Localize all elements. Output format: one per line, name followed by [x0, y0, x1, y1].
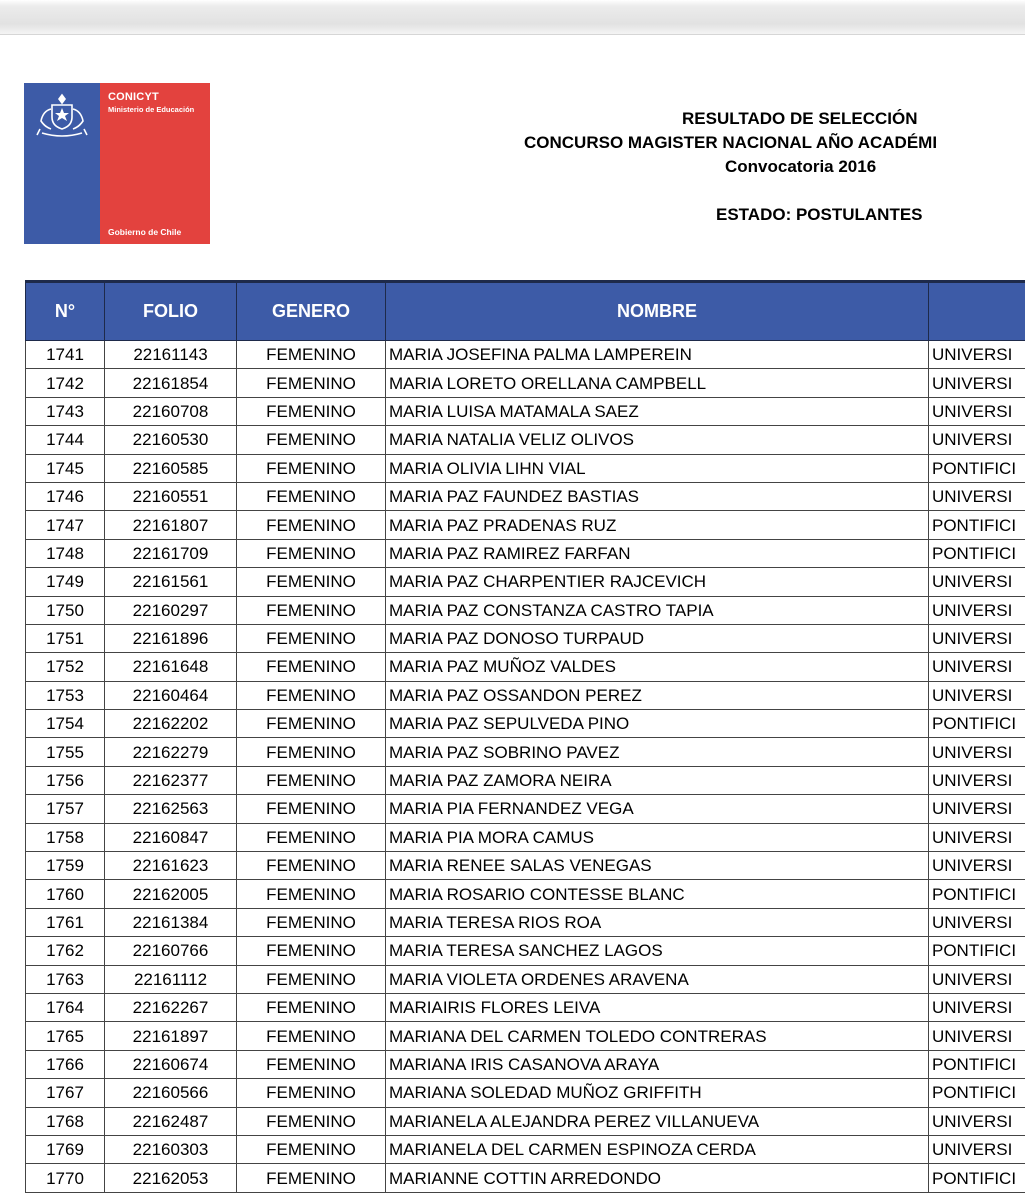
- cell-number: 1770: [26, 1164, 105, 1192]
- cell-genero: FEMENINO: [237, 568, 386, 596]
- cell-number: 1758: [26, 823, 105, 851]
- cell-folio: 22160551: [105, 482, 237, 510]
- table-row: [26, 1107, 1025, 1135]
- cell-nombre: MARIA JOSEFINA PALMA LAMPEREIN: [386, 341, 929, 369]
- cell-folio: 22162487: [105, 1107, 237, 1135]
- cell-folio: 22161807: [105, 511, 237, 539]
- cell-nombre: MARIA PAZ RAMIREZ FARFAN: [386, 539, 929, 567]
- col-header-number: N°: [26, 282, 105, 341]
- cell-nombre: MARIA PAZ ZAMORA NEIRA: [386, 766, 929, 794]
- cell-number: 1741: [26, 341, 105, 369]
- cell-genero: FEMENINO: [237, 653, 386, 681]
- cell-folio: 22160674: [105, 1050, 237, 1078]
- cell-nombre: MARIA TERESA RIOS ROA: [386, 908, 929, 936]
- results-table-wrapper: [25, 280, 1025, 1193]
- cell-genero: FEMENINO: [237, 908, 386, 936]
- cell-folio: 22162279: [105, 738, 237, 766]
- table-row: [26, 993, 1025, 1021]
- cell-nombre: MARIANELA DEL CARMEN ESPINOZA CERDA: [386, 1135, 929, 1163]
- cell-institution: UNIVERSI: [929, 766, 1025, 794]
- table-row: [26, 738, 1025, 766]
- cell-nombre: MARIANA SOLEDAD MUÑOZ GRIFFITH: [386, 1079, 929, 1107]
- table-row: [26, 426, 1025, 454]
- cell-nombre: MARIANA DEL CARMEN TOLEDO CONTRERAS: [386, 1022, 929, 1050]
- cell-nombre: MARIA PAZ CHARPENTIER RAJCEVICH: [386, 568, 929, 596]
- cell-genero: FEMENINO: [237, 482, 386, 510]
- table-row: [26, 965, 1025, 993]
- cell-genero: FEMENINO: [237, 965, 386, 993]
- cell-nombre: MARIA PAZ SEPULVEDA PINO: [386, 710, 929, 738]
- cell-nombre: MARIA LUISA MATAMALA SAEZ: [386, 397, 929, 425]
- cell-folio: 22160566: [105, 1079, 237, 1107]
- cell-nombre: MARIA PAZ OSSANDON PEREZ: [386, 681, 929, 709]
- table-row: [26, 880, 1025, 908]
- cell-nombre: MARIA PAZ MUÑOZ VALDES: [386, 653, 929, 681]
- cell-genero: FEMENINO: [237, 710, 386, 738]
- cell-institution: UNIVERSI: [929, 624, 1025, 652]
- cell-institution: UNIVERSI: [929, 908, 1025, 936]
- logo-blue-panel: [24, 83, 100, 244]
- cell-nombre: MARIA ROSARIO CONTESSE BLANC: [386, 880, 929, 908]
- cell-nombre: MARIA PIA MORA CAMUS: [386, 823, 929, 851]
- cell-genero: FEMENINO: [237, 1135, 386, 1163]
- cell-institution: PONTIFICI: [929, 937, 1025, 965]
- cell-institution: UNIVERSI: [929, 993, 1025, 1021]
- table-row: [26, 1050, 1025, 1078]
- cell-genero: FEMENINO: [237, 539, 386, 567]
- cell-nombre: MARIA RENEE SALAS VENEGAS: [386, 852, 929, 880]
- cell-genero: FEMENINO: [237, 795, 386, 823]
- cell-institution: UNIVERSI: [929, 482, 1025, 510]
- cell-number: 1744: [26, 426, 105, 454]
- cell-nombre: MARIA PAZ SOBRINO PAVEZ: [386, 738, 929, 766]
- cell-genero: FEMENINO: [237, 397, 386, 425]
- cell-institution: UNIVERSI: [929, 426, 1025, 454]
- cell-genero: FEMENINO: [237, 369, 386, 397]
- cell-folio: 22162005: [105, 880, 237, 908]
- logo-government-text: Gobierno de Chile: [108, 227, 182, 237]
- cell-nombre: MARIANELA ALEJANDRA PEREZ VILLANUEVA: [386, 1107, 929, 1135]
- conicyt-logo: [24, 83, 210, 244]
- logo-ministry-text: Ministerio de Educación: [108, 105, 195, 114]
- cell-institution: UNIVERSI: [929, 596, 1025, 624]
- table-row: [26, 795, 1025, 823]
- cell-institution: PONTIFICI: [929, 880, 1025, 908]
- cell-folio: 22162267: [105, 993, 237, 1021]
- cell-institution: UNIVERSI: [929, 1135, 1025, 1163]
- cell-institution: PONTIFICI: [929, 1079, 1025, 1107]
- table-row: [26, 653, 1025, 681]
- table-row: [26, 397, 1025, 425]
- table-row: [26, 511, 1025, 539]
- col-header-folio: FOLIO: [105, 282, 237, 341]
- cell-folio: 22161561: [105, 568, 237, 596]
- cell-genero: FEMENINO: [237, 937, 386, 965]
- cell-institution: PONTIFICI: [929, 454, 1025, 482]
- cell-nombre: MARIA LORETO ORELLANA CAMPBELL: [386, 369, 929, 397]
- cell-folio: 22161623: [105, 852, 237, 880]
- cell-genero: FEMENINO: [237, 880, 386, 908]
- cell-genero: FEMENINO: [237, 454, 386, 482]
- table-row: [26, 852, 1025, 880]
- logo-brand-text: CONICYT: [108, 91, 159, 103]
- cell-number: 1767: [26, 1079, 105, 1107]
- cell-folio: 22162377: [105, 766, 237, 794]
- cell-number: 1750: [26, 596, 105, 624]
- cell-nombre: MARIANNE COTTIN ARREDONDO: [386, 1164, 929, 1192]
- cell-nombre: MARIA OLIVIA LIHN VIAL: [386, 454, 929, 482]
- cell-institution: UNIVERSI: [929, 738, 1025, 766]
- cell-number: 1764: [26, 993, 105, 1021]
- cell-genero: FEMENINO: [237, 624, 386, 652]
- table-row: [26, 454, 1025, 482]
- cell-institution: UNIVERSI: [929, 369, 1025, 397]
- cell-number: 1760: [26, 880, 105, 908]
- table-row: [26, 482, 1025, 510]
- cell-institution: UNIVERSI: [929, 397, 1025, 425]
- cell-genero: FEMENINO: [237, 426, 386, 454]
- document-subtitle: CONCURSO MAGISTER NACIONAL AÑO ACADÉMI: [524, 133, 938, 152]
- cell-nombre: MARIA PAZ PRADENAS RUZ: [386, 511, 929, 539]
- cell-institution: UNIVERSI: [929, 653, 1025, 681]
- cell-number: 1762: [26, 937, 105, 965]
- cell-number: 1759: [26, 852, 105, 880]
- cell-nombre: MARIA PAZ CONSTANZA CASTRO TAPIA: [386, 596, 929, 624]
- table-row: [26, 369, 1025, 397]
- cell-number: 1766: [26, 1050, 105, 1078]
- cell-genero: FEMENINO: [237, 341, 386, 369]
- cell-number: 1746: [26, 482, 105, 510]
- cell-folio: 22160297: [105, 596, 237, 624]
- document-call: Convocatoria 2016: [725, 157, 877, 176]
- table-row: [26, 539, 1025, 567]
- table-row: [26, 341, 1025, 369]
- cell-number: 1742: [26, 369, 105, 397]
- table-row: [26, 1164, 1025, 1192]
- col-header-nombre: NOMBRE: [386, 282, 929, 341]
- cell-institution: PONTIFICI: [929, 1164, 1025, 1192]
- document-status: ESTADO: POSTULANTES: [716, 205, 923, 224]
- cell-nombre: MARIA PIA FERNANDEZ VEGA: [386, 795, 929, 823]
- cell-number: 1748: [26, 539, 105, 567]
- cell-genero: FEMENINO: [237, 1079, 386, 1107]
- cell-institution: PONTIFICI: [929, 1050, 1025, 1078]
- cell-nombre: MARIA TERESA SANCHEZ LAGOS: [386, 937, 929, 965]
- cell-number: 1755: [26, 738, 105, 766]
- table-row: [26, 624, 1025, 652]
- cell-genero: FEMENINO: [237, 738, 386, 766]
- cell-genero: FEMENINO: [237, 1022, 386, 1050]
- cell-folio: 22161897: [105, 1022, 237, 1050]
- col-header-genero: GENERO: [237, 282, 386, 341]
- cell-number: 1747: [26, 511, 105, 539]
- cell-genero: FEMENINO: [237, 1050, 386, 1078]
- cell-number: 1763: [26, 965, 105, 993]
- cell-folio: 22160708: [105, 397, 237, 425]
- table-row: [26, 596, 1025, 624]
- cell-number: 1756: [26, 766, 105, 794]
- cell-number: 1753: [26, 681, 105, 709]
- cell-folio: 22161854: [105, 369, 237, 397]
- cell-folio: 22160530: [105, 426, 237, 454]
- cell-folio: 22160303: [105, 1135, 237, 1163]
- cell-number: 1745: [26, 454, 105, 482]
- cell-institution: PONTIFICI: [929, 710, 1025, 738]
- table-body: [26, 341, 1025, 1193]
- cell-folio: 22161648: [105, 653, 237, 681]
- cell-number: 1768: [26, 1107, 105, 1135]
- cell-institution: UNIVERSI: [929, 1022, 1025, 1050]
- cell-folio: 22161896: [105, 624, 237, 652]
- cell-institution: UNIVERSI: [929, 568, 1025, 596]
- cell-genero: FEMENINO: [237, 681, 386, 709]
- cell-institution: UNIVERSI: [929, 823, 1025, 851]
- cell-number: 1743: [26, 397, 105, 425]
- cell-genero: FEMENINO: [237, 823, 386, 851]
- cell-institution: UNIVERSI: [929, 1107, 1025, 1135]
- cell-folio: 22161384: [105, 908, 237, 936]
- cell-nombre: MARIANA IRIS CASANOVA ARAYA: [386, 1050, 929, 1078]
- cell-institution: UNIVERSI: [929, 795, 1025, 823]
- cell-folio: 22162053: [105, 1164, 237, 1192]
- table-row: [26, 1079, 1025, 1107]
- cell-folio: 22162202: [105, 710, 237, 738]
- cell-institution: UNIVERSI: [929, 965, 1025, 993]
- cell-genero: FEMENINO: [237, 852, 386, 880]
- table-row: [26, 1022, 1025, 1050]
- cell-number: 1769: [26, 1135, 105, 1163]
- cell-folio: 22160766: [105, 937, 237, 965]
- table-header-row: [26, 282, 1025, 341]
- cell-nombre: MARIA VIOLETA ORDENES ARAVENA: [386, 965, 929, 993]
- cell-genero: FEMENINO: [237, 1107, 386, 1135]
- cell-nombre: MARIAIRIS FLORES LEIVA: [386, 993, 929, 1021]
- table-row: [26, 908, 1025, 936]
- cell-genero: FEMENINO: [237, 511, 386, 539]
- viewer-top-bar: [0, 0, 1025, 35]
- table-row: [26, 568, 1025, 596]
- document-title: RESULTADO DE SELECCIÓN: [682, 109, 918, 128]
- cell-folio: 22161112: [105, 965, 237, 993]
- cell-number: 1754: [26, 710, 105, 738]
- cell-institution: PONTIFICI: [929, 511, 1025, 539]
- cell-number: 1757: [26, 795, 105, 823]
- cell-folio: 22160464: [105, 681, 237, 709]
- cell-number: 1752: [26, 653, 105, 681]
- table-row: [26, 1135, 1025, 1163]
- table-row: [26, 937, 1025, 965]
- cell-genero: FEMENINO: [237, 766, 386, 794]
- cell-institution: UNIVERSI: [929, 341, 1025, 369]
- cell-number: 1765: [26, 1022, 105, 1050]
- table-row: [26, 710, 1025, 738]
- logo-red-panel: [100, 83, 210, 244]
- cell-folio: 22160585: [105, 454, 237, 482]
- table-row: [26, 766, 1025, 794]
- cell-folio: 22162563: [105, 795, 237, 823]
- cell-nombre: MARIA NATALIA VELIZ OLIVOS: [386, 426, 929, 454]
- cell-nombre: MARIA PAZ FAUNDEZ BASTIAS: [386, 482, 929, 510]
- cell-genero: FEMENINO: [237, 596, 386, 624]
- cell-genero: FEMENINO: [237, 993, 386, 1021]
- table-row: [26, 681, 1025, 709]
- cell-number: 1751: [26, 624, 105, 652]
- cell-institution: UNIVERSI: [929, 681, 1025, 709]
- cell-nombre: MARIA PAZ DONOSO TURPAUD: [386, 624, 929, 652]
- cell-institution: UNIVERSI: [929, 852, 1025, 880]
- cell-folio: 22160847: [105, 823, 237, 851]
- cell-number: 1761: [26, 908, 105, 936]
- cell-number: 1749: [26, 568, 105, 596]
- coat-of-arms-icon: [32, 89, 92, 139]
- table-row: [26, 823, 1025, 851]
- cell-genero: FEMENINO: [237, 1164, 386, 1192]
- col-header-institution: [929, 282, 1025, 341]
- cell-institution: PONTIFICI: [929, 539, 1025, 567]
- cell-folio: 22161709: [105, 539, 237, 567]
- cell-folio: 22161143: [105, 341, 237, 369]
- results-table: [25, 280, 1025, 1193]
